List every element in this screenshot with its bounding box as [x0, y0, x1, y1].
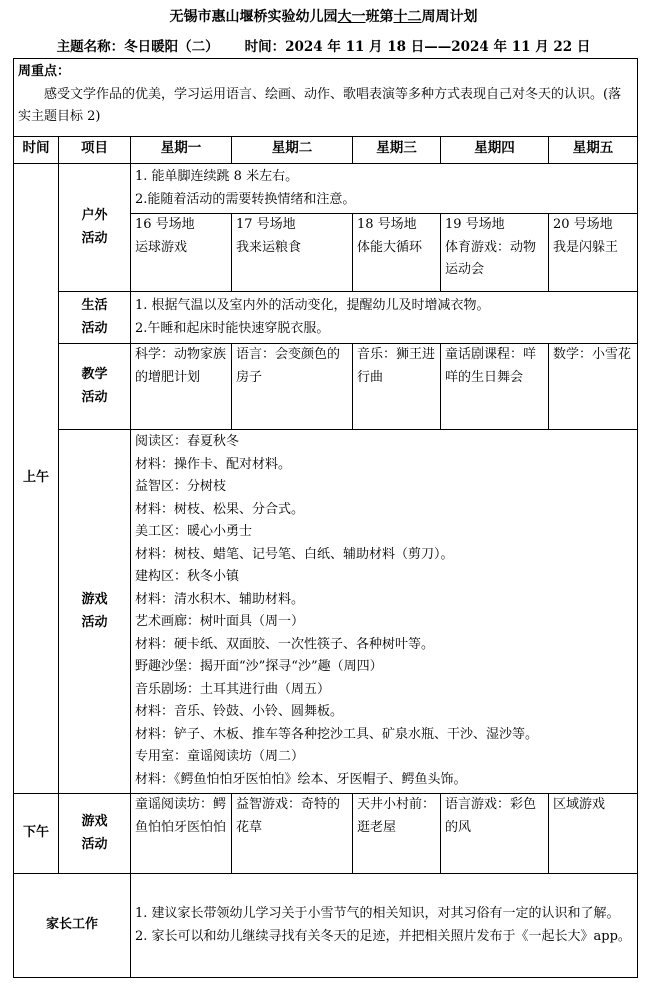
teaching-thursday: 童话剧课程：咩咩的生日舞会	[441, 344, 549, 430]
games-line: 益智区：分树枝	[135, 479, 227, 494]
col-thursday: 星期四	[441, 137, 549, 164]
week-number: 十二	[393, 9, 422, 25]
games-line: 艺术画廊：树叶面具（周一）	[135, 614, 305, 629]
life-label: 生活 活动	[59, 292, 131, 344]
games-line: 材料：硬卡纸、双面胶、一次性筷子、各种树叶等。	[135, 636, 435, 652]
page-title: 无锡市惠山堰桥实验幼儿园大一班第十二周周计划	[169, 9, 478, 25]
afternoon-tuesday: 益智游戏：奇特的花草	[232, 794, 353, 874]
games-label: 游戏 活动	[59, 430, 131, 794]
outdoor-label: 户外 活动	[59, 164, 131, 292]
afternoon-wednesday: 天井小村前：逛老屋	[353, 794, 441, 874]
col-monday: 星期一	[131, 137, 232, 164]
afternoon-row	[14, 794, 638, 874]
afternoon-games-label: 游戏 活动	[59, 794, 131, 874]
games-line: 阅读区：春夏秋冬	[135, 434, 240, 449]
parents-item: 2. 家长可以和幼儿继续寻找有关冬天的足迹，并把相关照片发布于《一起长大》app。	[135, 928, 631, 944]
life-item: 2.午睡和起床时能快速穿脱衣服。	[135, 320, 330, 336]
outdoor-goals-row	[14, 164, 638, 214]
afternoon-label: 下午	[14, 794, 59, 874]
teaching-tuesday: 语言：会变颜色的房子	[232, 344, 353, 430]
class-name: 大一	[337, 9, 366, 25]
morning-label: 上午	[14, 164, 59, 794]
parents-row	[14, 874, 638, 978]
outdoor-tuesday: 17 号场地 我来运粮食	[232, 214, 353, 292]
life-item: 1. 根据气温以及室内外的活动变化，提醒幼儿及时增减衣物。	[135, 298, 490, 313]
teaching-friday: 数学：小雪花	[549, 344, 638, 430]
col-time: 时间	[14, 137, 59, 164]
games-line: 材料：树枝、蜡笔、记号笔、白纸、辅助材料（剪刀）。	[135, 546, 454, 562]
parents-label: 家长工作	[14, 874, 131, 978]
focus-text: 感受文学作品的优美，学习运用语言、绘画、动作、歌唱表演等多种方式表现自己对冬天的认识。(落实主题目标 2)	[18, 86, 622, 124]
outdoor-goal: 1. 能单脚连续跳 8 米左右。	[135, 169, 299, 184]
games-line: 建构区：秋冬小镇	[135, 569, 240, 584]
outdoor-monday: 16 号场地 运球游戏	[131, 214, 232, 292]
focus-label: 周重点：	[18, 64, 71, 79]
theme-label: 主题名称：冬日暖阳（二）	[56, 39, 219, 55]
outdoor-wednesday: 18 号场地 体能大循环	[353, 214, 441, 292]
weekly-plan-table	[13, 58, 638, 978]
time-range: 时间：2024 年 11 月 18 日——2024 年 11 月 22 日	[244, 39, 591, 55]
games-line: 美工区：暖心小勇士	[135, 524, 253, 539]
col-item: 项目	[59, 137, 131, 164]
col-friday: 星期五	[549, 137, 638, 164]
games-line: 专用室：童谣阅读坊（周二）	[135, 749, 305, 764]
teaching-row	[14, 344, 638, 430]
games-line: 野趣沙堡：揭开面“沙”探寻“沙”趣（周四）	[135, 659, 383, 674]
games-line: 材料：《鳄鱼怕怕牙医怕怕》绘本、牙医帽子、鳄鱼头饰。	[135, 771, 467, 787]
games-line: 材料：铲子、木板、推车等各种挖沙工具、矿泉水瓶、干沙、湿沙等。	[135, 726, 539, 742]
teaching-label: 教学 活动	[59, 344, 131, 430]
focus-row	[14, 59, 638, 137]
page-subtitle	[0, 35, 647, 55]
games-line: 音乐剧场：土耳其进行曲（周五）	[135, 681, 331, 697]
header-row	[14, 137, 638, 164]
games-line: 材料：树枝、松果、分合式。	[135, 501, 305, 517]
teaching-wednesday: 音乐：狮王进行曲	[353, 344, 441, 430]
afternoon-friday: 区域游戏	[549, 794, 638, 874]
afternoon-thursday: 语言游戏：彩色的风	[441, 794, 549, 874]
afternoon-monday: 童谣阅读坊：鳄鱼怕怕牙医怕怕	[131, 794, 232, 874]
outdoor-goal: 2.能随着活动的需要转换情绪和注意。	[135, 191, 356, 207]
outdoor-thursday: 19 号场地 体育游戏：动物运动会	[441, 214, 549, 292]
games-line: 材料：音乐、铃鼓、小铃、圆舞板。	[135, 704, 344, 719]
games-row	[14, 430, 638, 794]
col-tuesday: 星期二	[232, 137, 353, 164]
outdoor-friday: 20 号场地 我是闪躲王	[549, 214, 638, 292]
games-line: 材料：清水积木、辅助材料。	[135, 591, 305, 607]
col-wednesday: 星期三	[353, 137, 441, 164]
games-line: 材料：操作卡、配对材料。	[135, 456, 292, 472]
parents-item: 1. 建议家长带领幼儿学习关于小雪节气的相关知识，对其习俗有一定的认识和了解。	[135, 906, 620, 921]
teaching-monday: 科学：动物家族的增肥计划	[131, 344, 232, 430]
life-row	[14, 292, 638, 344]
